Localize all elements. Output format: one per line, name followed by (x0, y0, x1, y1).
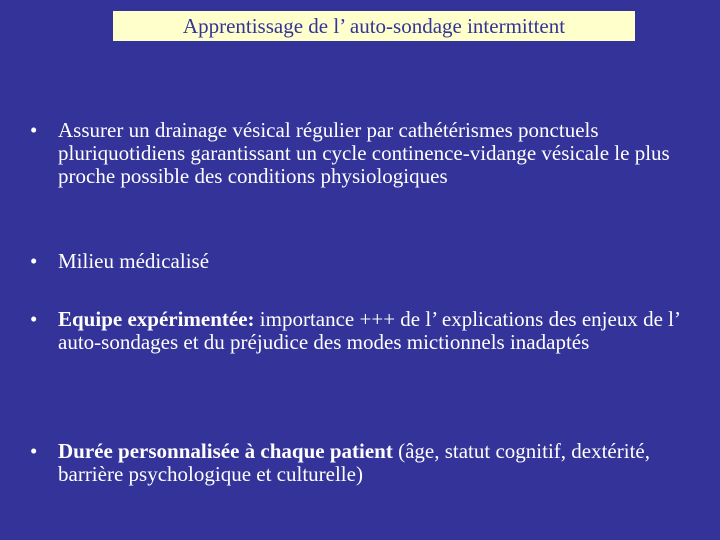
bullet-text (58, 250, 690, 273)
bullet-body-text: importance +++ de l’ explications des enjeux de l’ auto-sondages et du préjudice des modes mictionnels inadaptés (58, 307, 680, 354)
bullet-bold-text: Equipe expérimentée: (58, 307, 255, 331)
bullet-body-text: (âge, statut cognitif, dextérité, barrière psychologique et culturelle) (58, 439, 650, 486)
bullet-item (30, 308, 690, 354)
bullet-marker: • (30, 118, 38, 142)
bullet-body-text: Assurer un drainage vésical régulier par cathétérismes ponctuels pluriquotidiens garantissant un cycle continence-vidange vésicale le plus proche possible des conditions physiologiques (58, 118, 670, 188)
bullet-body-text: Milieu médicalisé (58, 249, 210, 273)
bullet-item (30, 440, 690, 486)
bullet-text (58, 308, 690, 354)
slide-title: Apprentissage de l’ auto-sondage intermittent (182, 13, 566, 38)
bullet-text (58, 119, 690, 188)
bullet-bold-text: Durée personnalisée à chaque patient (58, 439, 393, 463)
bullet-item (30, 250, 690, 273)
bullet-text (58, 440, 690, 486)
bullet-marker: • (30, 249, 38, 273)
bullet-marker: • (30, 307, 38, 331)
bullet-item (30, 119, 690, 188)
bullet-marker: • (30, 439, 38, 463)
